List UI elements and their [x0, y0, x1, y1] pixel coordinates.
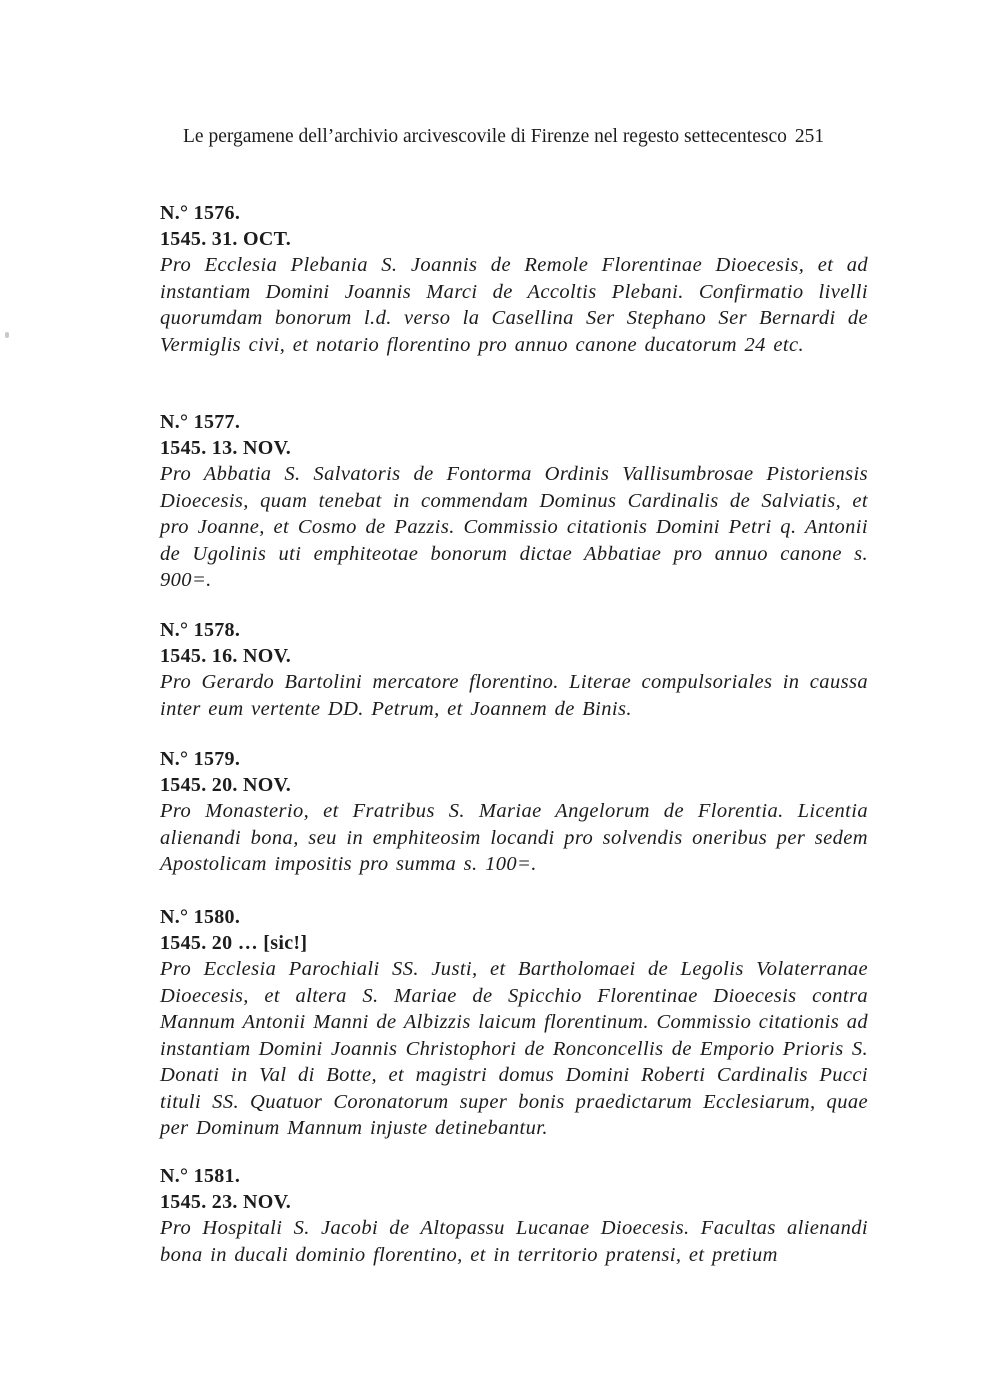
page-number: 251 [794, 126, 825, 147]
entry-date: 1545. 23. NOV. [160, 1191, 292, 1213]
entry-number: N.° 1578. [160, 619, 241, 641]
entry [160, 746, 868, 878]
entry [160, 200, 868, 358]
entry-number: N.° 1580. [160, 906, 241, 928]
entry-date: 1545. 31. OCT. [160, 228, 292, 250]
entry-text: Pro Ecclesia Plebania S. Joannis de Remole Florentinae Dioecesis, et ad instantiam Domini Joannis Marci de Accoltis Plebani. Confirmatio livelli quorumdam bonorum l.d. verso la Casellina Ser Stephano Ser Bernardi de Vermiglis civi, et notario florentino pro annuo canone ducatorum 24 etc. [160, 254, 868, 356]
entry-number: N.° 1577. [160, 411, 241, 433]
entry-text: Pro Ecclesia Parochiali SS. Justi, et Bartholomaei de Legolis Volaterranae Dioecesis, et altera S. Mariae de Spicchio Florentinae Dioecesis contra Mannum Antonii Manni de Albizzis laicum florentinum. Commissio citationis ad instantiam Domini Joannis Christophori de Ronconcellis de Emporio Prioris S. Donati in Val di Botte, et magistri domus Domini Roberti Cardinalis Pucci tituli SS. Quatuor Coronatorum super bonis praedictarum Ecclesiarum, quae per Dominum Mannum injuste detinebantur. [160, 958, 868, 1139]
entry-number: N.° 1579. [160, 748, 241, 770]
entry [160, 617, 868, 722]
entry [160, 409, 868, 594]
header-title: Le pergamene dell’archivio arcivescovile di Firenze nel regesto settecentesco [183, 126, 787, 147]
entry-date: 1545. 20. NOV. [160, 774, 292, 796]
margin-mark [5, 332, 9, 338]
entry-text: Pro Gerardo Bartolini mercatore florentino. Literae compulsoriales in caussa inter eum vertente DD. Petrum, et Joannem de Binis. [160, 671, 868, 720]
entry-text: Pro Hospitali S. Jacobi de Altopassu Lucanae Dioecesis. Facultas alienandi bona in ducali dominio florentino, et in territorio pratensi, et pretium [160, 1217, 868, 1266]
entry-number: N.° 1581. [160, 1165, 241, 1187]
entry-date: 1545. 20 … [sic!] [160, 932, 308, 954]
entry-date: 1545. 13. NOV. [160, 437, 292, 459]
entry-number: N.° 1576. [160, 202, 241, 224]
running-header [183, 122, 863, 152]
entry-date: 1545. 16. NOV. [160, 645, 292, 667]
entry-text: Pro Monasterio, et Fratribus S. Mariae Angelorum de Florentia. Licentia alienandi bona, seu in emphiteosim locandi pro solvendis oneribus per sedem Apostolicam impositis pro summa s. 100=. [160, 800, 868, 875]
entry [160, 904, 868, 1142]
entry-text: Pro Abbatia S. Salvatoris de Fontorma Ordinis Vallisumbrosae Pistoriensis Dioecesis, quam tenebat in commendam Dominus Cardinalis de Salviatis, et pro Joanne, et Cosmo de Pazzis. Commissio citationis Domini Petri q. Antonii de Ugolinis uti emphiteotae bonorum dictae Abbatiae pro annuo canone s. 900=. [160, 463, 868, 591]
entry [160, 1163, 868, 1268]
